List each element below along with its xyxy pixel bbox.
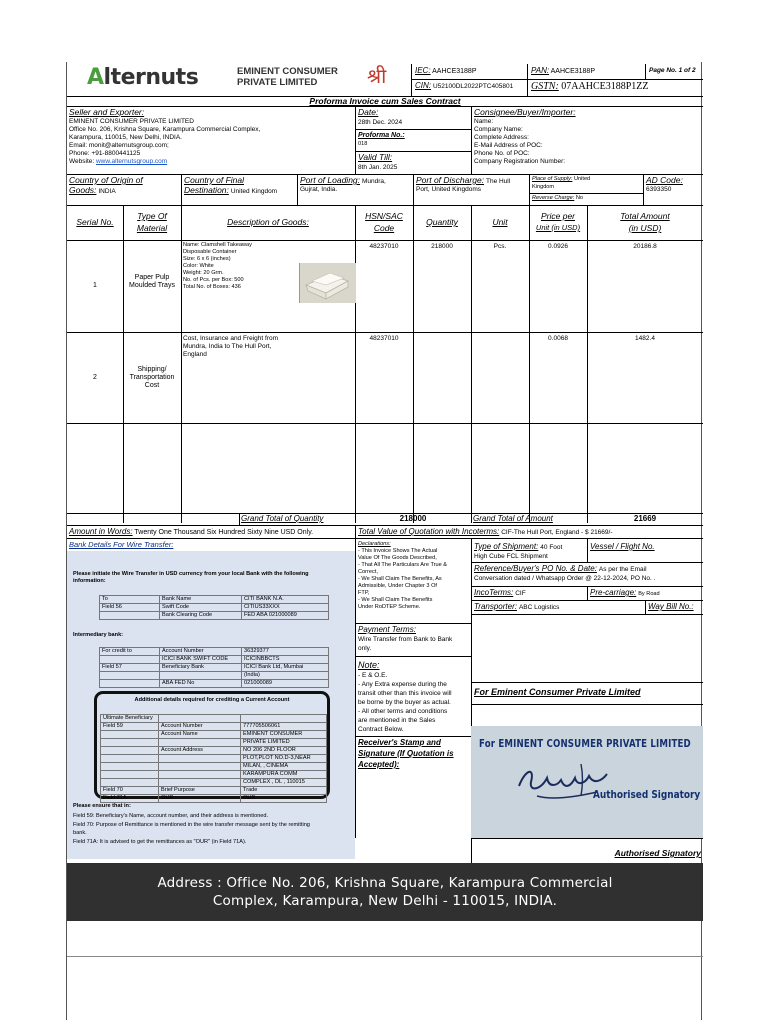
gstn-label: GSTN: bbox=[531, 81, 559, 92]
origin-label: Country of Origin of bbox=[69, 175, 143, 185]
loading-port-value: Mundra, bbox=[361, 178, 386, 185]
place-of-supply-value: United bbox=[574, 176, 591, 182]
row2-total: 1482.4 bbox=[635, 335, 655, 342]
bank-note-2: Field 70: Purpose of Remittance is mentioned in the wire transfer message sent by the remitting bbox=[73, 822, 310, 828]
reverse-charge-value: No bbox=[575, 195, 584, 201]
row1-type-b: Moulded Trays bbox=[129, 282, 175, 289]
website-label: Website: bbox=[69, 158, 96, 165]
intermediary-bank-label: Intermediary bank: bbox=[73, 632, 124, 638]
row1-serial: 1 bbox=[93, 282, 97, 289]
note-line-7: Contract Below. bbox=[358, 726, 404, 733]
proforma-no-label: Proforma No.: bbox=[358, 132, 405, 139]
consignee-email: E-Mail Address of POC: bbox=[474, 142, 543, 149]
payment-terms-line-2: only. bbox=[358, 645, 372, 652]
row2-desc-2: Mundra, India to The Hull Port, bbox=[183, 343, 272, 350]
row2-hsn: 48237010 bbox=[369, 335, 399, 342]
row1-desc-2: Disposable Container bbox=[183, 249, 237, 255]
place-of-supply-value-b: Kingdom bbox=[532, 184, 555, 190]
consignee-name: Name: bbox=[474, 118, 494, 125]
loading-port-label: Port of Loading: bbox=[300, 175, 361, 185]
authorised-signatory-label: Authorised Signatory bbox=[614, 848, 701, 858]
row2-type-b: Transportation bbox=[129, 374, 175, 381]
bank-table-intermediary: For credit to Account Number 36329377 ICICI BANK SWIFT CODE ICICINBBCTS Field 57 Beneficiary Bank ICICI Bank Ltd, Mumbai (India) ABA FED No 021000089 bbox=[99, 647, 329, 688]
col-price-header: Price per bbox=[540, 211, 575, 221]
reference-po-label: Reference/Buyer's PO No. & Date: bbox=[474, 564, 597, 573]
col-type-header-b: Material bbox=[136, 223, 168, 233]
bank-details-panel bbox=[67, 551, 355, 859]
discharge-port-value-b: Port, United Kingdoms bbox=[416, 186, 482, 193]
seller-line-3: Karampura, 110015, New Delhi, INDIA. bbox=[69, 134, 182, 141]
row1-price: 0.0926 bbox=[548, 243, 568, 250]
declaration-line-4: Correct, bbox=[358, 569, 378, 575]
col-total-header: Total Amount bbox=[620, 211, 670, 221]
receiver-stamp-label-b: Signature (If Quotation is bbox=[358, 749, 454, 758]
incoterms-label: IncoTerms: bbox=[474, 588, 514, 597]
shree-symbol: श्री bbox=[367, 64, 387, 88]
receiver-stamp-label-c: Accepted): bbox=[358, 760, 400, 769]
final-destination-label: Country of Final bbox=[184, 175, 244, 185]
current-account-box bbox=[94, 691, 330, 799]
discharge-port-label: Port of Discharge: bbox=[416, 175, 485, 185]
loading-port-value-b: Gujrat, India. bbox=[300, 186, 338, 193]
page-number: Page No. 1 of 2 bbox=[649, 67, 696, 74]
for-company-label: For Eminent Consumer Private Limited bbox=[474, 687, 641, 697]
website-link[interactable]: www.alternutsgroup.com bbox=[95, 158, 168, 165]
col-hsn-header-b: Code bbox=[373, 223, 395, 233]
col-unit-header: Unit bbox=[492, 217, 508, 227]
date-label: Date: bbox=[358, 107, 379, 117]
bank-details-label: Bank Details For Wire Transfer: bbox=[69, 540, 174, 549]
grand-amount-label: Grand Total of Amount bbox=[473, 514, 553, 523]
seller-label: Seller and Exporter: bbox=[69, 107, 145, 117]
pre-carriage-value: By Road bbox=[638, 591, 660, 597]
row1-type: Paper Pulp bbox=[134, 274, 170, 281]
row1-total: 20186.8 bbox=[633, 243, 657, 250]
declaration-line-3: - That All The Particulars Are True & bbox=[358, 562, 448, 568]
ad-code-value: 6393350 bbox=[646, 186, 672, 193]
final-destination-label-b: Destination: bbox=[184, 185, 229, 195]
col-quantity-header: Quantity bbox=[426, 217, 458, 227]
clamshell-container-image bbox=[299, 263, 355, 303]
note-line-2: - Any Extra expense during the bbox=[358, 681, 447, 688]
payment-terms-label: Payment Terms: bbox=[358, 625, 416, 634]
footer-address-line-2: Complex, Karampura, New Delhi - 110015, INDIA. bbox=[212, 893, 558, 909]
pan-value: AAHCE3188P bbox=[550, 68, 595, 75]
consignee-label: Consignee/Buyer/Importer: bbox=[474, 107, 576, 117]
address-footer bbox=[67, 863, 703, 921]
transporter-value: ABC Logistics bbox=[518, 604, 560, 611]
seller-line-5: Phone: +91-8800441125 bbox=[69, 150, 141, 157]
col-hsn-header: HSN/SAC bbox=[365, 211, 403, 221]
bank-note-3: bank. bbox=[73, 830, 87, 836]
gstn-value: 07AAHCE3188P1ZZ bbox=[561, 81, 649, 92]
final-destination-value: United Kingdom bbox=[230, 188, 278, 195]
reference-po-value-b: Conversation dated / Whatsapp Order @ 22-12-2024, PO No. . bbox=[474, 575, 656, 582]
date-value: 28th Dec. 2024 bbox=[358, 119, 403, 126]
incoterms-value: CIF bbox=[515, 590, 526, 597]
consignee-phone: Phone No. of POC: bbox=[474, 150, 530, 157]
row1-desc-3: Size: 6 x 6 (inches) bbox=[183, 256, 231, 262]
reference-po-value: As per the Email bbox=[598, 566, 647, 573]
alternuts-logo: Alternuts bbox=[87, 65, 199, 90]
company-stamp-signature bbox=[471, 726, 703, 838]
grand-qty-label: Grand Total of Quantity bbox=[241, 514, 324, 523]
col-type-header: Type Of bbox=[137, 211, 167, 221]
iec-label: IEC: bbox=[415, 66, 431, 75]
pre-carriage-label: Pre-carriage: bbox=[590, 588, 637, 597]
valid-till-value: 8th Jan. 2025 bbox=[358, 164, 398, 171]
proforma-no-value: 018 bbox=[358, 141, 368, 147]
note-line-5: - All other terms and conditions bbox=[358, 708, 448, 715]
declaration-line-2: Value Of The Goods Described, bbox=[358, 555, 437, 561]
row1-desc-4: Color: White bbox=[183, 263, 214, 269]
row1-desc-6: No. of Pcs. per Box: 500 bbox=[183, 277, 244, 283]
grand-qty-value: 218000 bbox=[399, 514, 427, 523]
pan-label: PAN: bbox=[531, 66, 550, 75]
row1-quantity: 218000 bbox=[431, 243, 453, 250]
declaration-line-7: FTP, bbox=[358, 590, 370, 596]
additional-details-label: Additional details required for crediting a Current Account bbox=[134, 697, 290, 703]
row2-type: Shipping/ bbox=[137, 366, 167, 373]
declaration-line-1: - This Invoice Shows The Actual bbox=[358, 548, 438, 554]
row2-price: 0.0068 bbox=[548, 335, 568, 342]
note-line-4: be borne by the buyer as actual. bbox=[358, 699, 451, 706]
row1-hsn: 48237010 bbox=[369, 243, 399, 250]
total-value: CIF-The Hull Port, England - $ 21669/- bbox=[501, 529, 613, 536]
stamp-company-text: For EMINENT CONSUMER PRIVATE LIMITED bbox=[479, 738, 691, 750]
way-bill-label: Way Bill No.: bbox=[648, 602, 694, 611]
declaration-line-9: Under RoDTEP Scheme. bbox=[358, 604, 421, 610]
row2-desc-1: Cost, Insurance and Freight from bbox=[183, 335, 279, 342]
ensure-label: Please ensure that in: bbox=[73, 803, 131, 809]
consignee-company: Company Name: bbox=[474, 126, 523, 133]
note-label: Note: bbox=[358, 660, 380, 670]
col-total-header-b: (in USD) bbox=[628, 223, 662, 233]
total-value-label: Total Value of Quotation with Incoterms: bbox=[358, 527, 500, 536]
vessel-flight-label: Vessel / Flight No. bbox=[590, 542, 655, 551]
seller-line-4: Email: monit@alternutsgroup.com; bbox=[69, 142, 169, 149]
iec-value: AAHCE3188P bbox=[432, 68, 477, 75]
bank-instruction-b: information: bbox=[73, 578, 106, 584]
bank-table-primary: To Bank Name CITI BANK N.A. Field 56 Swift Code CITIUS33XXX Bank Clearing Code FED ABA 021000089 bbox=[99, 595, 329, 620]
row2-desc-3: England bbox=[183, 351, 207, 358]
discharge-port-value: The Hull bbox=[485, 178, 511, 185]
seller-line-1: EMINENT CONSUMER PRIVATE LIMITED bbox=[69, 118, 194, 125]
declaration-line-5: - We Shall Claim The Benefits, As bbox=[358, 576, 442, 582]
declaration-line-6: Admissible, Under Chapter 3 Of bbox=[358, 583, 437, 589]
declaration-line-8: - We Shall Claim The Benefits bbox=[358, 597, 433, 603]
row1-desc-5: Weight: 20 Grm. bbox=[183, 270, 224, 276]
row1-desc-7: Total No. of Boxes: 436 bbox=[183, 284, 241, 290]
col-description-header: Description of Goods: bbox=[227, 217, 309, 227]
origin-value: INDIA bbox=[98, 188, 116, 195]
reverse-charge-label: Reverse Charge: bbox=[532, 195, 575, 201]
row1-unit: Pcs. bbox=[493, 243, 507, 250]
shipment-type-label: Type of Shipment: bbox=[474, 542, 539, 551]
consignee-registration: Company Registration Number: bbox=[474, 158, 566, 165]
row1-desc-1: Name: Clamshell Takeaway bbox=[183, 242, 252, 248]
cin-label: CIN: bbox=[415, 81, 431, 90]
amount-words-label: Amount in Words: bbox=[69, 527, 133, 536]
declarations-label: Declarations: bbox=[358, 541, 391, 547]
note-line-6: are mentioned in the Sales bbox=[358, 717, 436, 724]
bank-note-4: Field 71A: It is advised to get the remittances as "OUR" (in Field 71A). bbox=[73, 839, 247, 845]
seller-line-2: Office No. 206, Krishna Square, Karampura Commercial Complex, bbox=[69, 126, 261, 133]
consignee-address: Complete Address: bbox=[474, 134, 529, 141]
bank-table-current-account: Ultimate Beneficiary Field 59 Account Number 777705506061 Account Name EMINENT CONSUMER PRIVATE LIMITED Account Address NO 206 2ND FLOOR PLOT,PLOT NO.D-3,NEAR MILAN, , CINEMA KARAMPURA COMM COMPLEX , DL , 110015 Field 70 Brief Purpose Trade Field 71A OUR OUR bbox=[100, 714, 327, 803]
origin-label-goods: Goods: bbox=[69, 185, 97, 195]
shipment-type-value-b: High Cube FCL Shipment bbox=[474, 553, 548, 560]
invoice-page bbox=[66, 62, 702, 1020]
place-of-supply-label: Place of Supply: bbox=[532, 176, 573, 182]
company-name-line1: EMINENT CONSUMER bbox=[237, 66, 338, 77]
ad-code-label: AD Code: bbox=[646, 175, 683, 185]
amount-words-value: Twenty One Thousand Six Hundred Sixty Nine USD Only. bbox=[134, 529, 314, 536]
receiver-stamp-label: Receiver's Stamp and bbox=[358, 738, 441, 747]
note-line-1: - E & O.E. bbox=[358, 672, 388, 679]
grand-amount-value: 21669 bbox=[633, 514, 657, 523]
footer-address-line-1: Address : Office No. 206, Krishna Square, Karampura Commercial bbox=[157, 875, 613, 891]
company-name-line2: PRIVATE LIMITED bbox=[237, 77, 318, 88]
note-line-3: transit other than this invoice will bbox=[358, 690, 452, 697]
payment-terms-line-1: Wire Transfer from Bank to Bank bbox=[358, 636, 453, 643]
row2-type-c: Cost bbox=[144, 382, 160, 389]
bank-note-1: Field 59: Beneficiary's Name, account number, and their address is mentioned. bbox=[73, 813, 269, 819]
stamp-signatory-text: Authorised Signatory bbox=[593, 789, 701, 801]
shipment-type-value: 40 Foot bbox=[540, 544, 563, 551]
bank-instruction: Please initiate the Wire Transfer in USD currency from your local Bank with the following bbox=[73, 571, 309, 577]
document-title: Proforma Invoice cum Sales Contract bbox=[309, 96, 461, 106]
col-serial-header: Serial No. bbox=[76, 217, 114, 227]
col-price-header-b: Unit (in USD) bbox=[535, 223, 581, 232]
transporter-label: Transporter: bbox=[474, 602, 517, 611]
valid-till-label: Valid Till: bbox=[358, 152, 393, 162]
cin-value: U52100DL2022PTC405801 bbox=[432, 83, 514, 90]
row2-serial: 2 bbox=[93, 374, 97, 381]
